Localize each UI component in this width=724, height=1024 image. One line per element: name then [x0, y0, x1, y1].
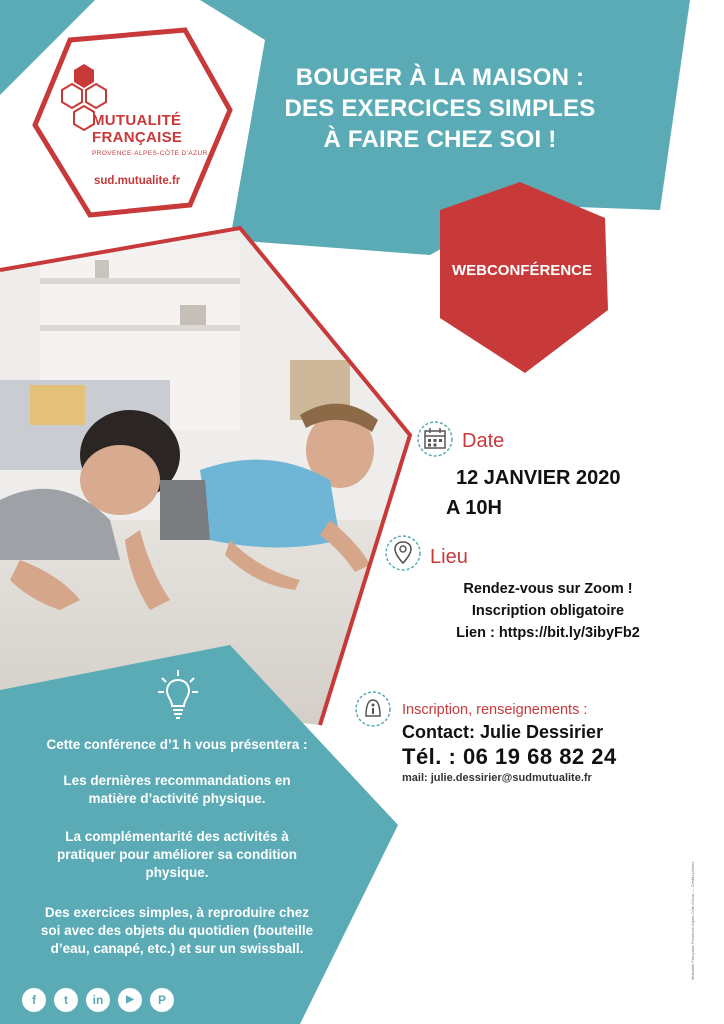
lieu-details: [398, 578, 698, 644]
contact-email[interactable]: mail: julie.dessirier@sudmutualite.fr: [402, 772, 592, 784]
description-line: matière d’activité physique.: [88, 791, 266, 806]
description-item: [12, 828, 342, 882]
description-line: soi avec des objets du quotidien (bouteille: [40, 923, 314, 938]
contact-name: Contact: Julie Dessirier: [402, 722, 604, 742]
pinterest-icon[interactable]: P: [150, 988, 174, 1012]
description-item: [12, 772, 342, 808]
description-line: d’eau, canapé, etc.) et sur un swissball.: [50, 941, 304, 956]
description-line: Des exercices simples, à reproduire chez: [44, 905, 310, 920]
date-value: [446, 463, 621, 523]
description-line: Les dernières recommandations en: [63, 773, 291, 788]
facebook-icon[interactable]: f: [22, 988, 46, 1012]
calendar-icon: [416, 420, 454, 458]
description-line: La complémentarité des activités à: [65, 829, 289, 844]
twitter-icon[interactable]: t: [54, 988, 78, 1012]
linkedin-icon[interactable]: in: [86, 988, 110, 1012]
description-line: physique.: [145, 865, 209, 880]
youtube-icon[interactable]: ▶: [118, 988, 142, 1012]
page-title: [230, 62, 650, 155]
webconference-badge: WEBCONFÉRENCE: [451, 262, 592, 279]
contact-phone[interactable]: Tél. : 06 19 68 82 24: [402, 744, 617, 769]
logo-name: [92, 112, 182, 146]
vertical-credit-note: Mutualité Française Provence-Alpes-Côte d'Azur — Crédits photos: [690, 861, 695, 980]
lieu-line: Inscription obligatoire: [471, 603, 625, 619]
logo-name-line: FRANÇAISE: [92, 129, 183, 146]
title-line: À FAIRE CHEZ SOI !: [323, 126, 557, 153]
logo-region: PROVENCE-ALPES-CÔTE D'AZUR: [92, 150, 208, 157]
inscription-label: Inscription, renseignements :: [402, 702, 588, 718]
lieu-label: Lieu: [430, 546, 468, 568]
description-line: pratiquer pour améliorer sa condition: [56, 847, 298, 862]
info-icon: [354, 690, 392, 728]
lightbulb-icon: [156, 668, 200, 724]
lieu-line[interactable]: Lien : https://bit.ly/3ibyFb2: [456, 625, 640, 641]
logo-name-line: MUTUALITÉ: [92, 112, 182, 129]
title-line: BOUGER À LA MAISON :: [295, 64, 585, 91]
title-line: DES EXERCICES SIMPLES: [284, 95, 596, 122]
date-line: 12 JANVIER 2020: [456, 467, 621, 489]
logo-url: sud.mutualite.fr: [94, 175, 181, 187]
description-item: [12, 904, 342, 958]
date-line: A 10H: [446, 497, 502, 519]
location-pin-icon: [384, 534, 422, 572]
lieu-line: Rendez-vous sur Zoom !: [463, 581, 633, 597]
description-intro: Cette conférence d’1 h vous présentera :: [46, 737, 308, 752]
date-label: Date: [462, 430, 505, 452]
